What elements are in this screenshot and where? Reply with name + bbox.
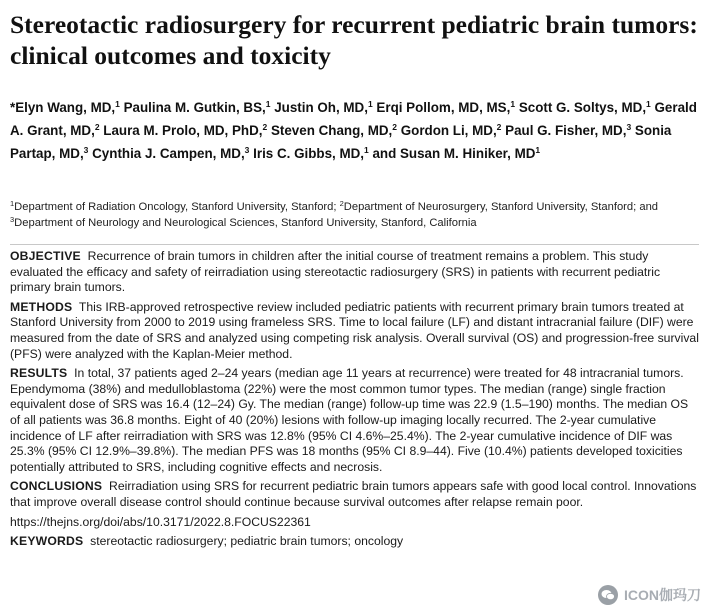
- author-affiliation-marker: 1: [265, 99, 271, 109]
- conclusions-paragraph: [10, 479, 699, 510]
- author-name: *Elyn Wang, MD,: [10, 100, 116, 115]
- author-affiliation-marker: 1: [535, 145, 541, 155]
- results-paragraph: [10, 366, 699, 475]
- divider: [10, 244, 699, 245]
- author-name: Paul G. Fisher, MD,: [505, 123, 627, 138]
- keywords-text: stereotactic radiosurgery; pediatric brain tumors; oncology: [90, 534, 404, 549]
- objective-text: Recurrence of brain tumors in children after the initial course of treatment remains a problem. This study evaluated the efficacy and safety of reirradiation using stereotactic radiosurgery (SRS) in patients with recurrent pediatric primary brain tumors.: [10, 249, 661, 295]
- author-name: Steven Chang, MD,: [270, 123, 393, 138]
- author-affiliation-marker: 1: [367, 99, 373, 109]
- keywords-paragraph: [10, 534, 699, 550]
- author-name: Gerald A. Grant, MD,: [10, 100, 697, 138]
- author-list: [10, 96, 705, 165]
- affiliation-text: Department of Neurology and Neurological Sciences, Stanford University, Stanford, California: [14, 216, 477, 229]
- author-name: Justin Oh, MD,: [274, 100, 368, 115]
- author-affiliation-marker: 3: [626, 122, 632, 132]
- affiliation-text: Department of Radiation Oncology, Stanford University, Stanford;: [14, 201, 340, 213]
- author-affiliation-marker: 1: [364, 145, 369, 155]
- article-title: Stereotactic radiosurgery for recurrent pediatric brain tumors: clinical outcomes and toxicity: [10, 10, 698, 70]
- affiliation-marker: 1: [10, 199, 15, 208]
- author-name: Sonia Partap, MD,: [10, 123, 672, 161]
- author-name: Laura M. Prolo, MD, PhD,: [103, 123, 263, 138]
- author-name: Iris C. Gibbs, MD,: [253, 146, 364, 161]
- affiliations: [10, 200, 705, 231]
- results-text: In total, 37 patients aged 2–24 years (median age 11 years at recurrence) were treated for 48 intracranial tumors. Ependymoma (38%) and medulloblastoma (22%) were the most common tumor types. The median (range) single fraction equivalent dose of SRS was 16.4 (12–24) Gy. The median (range) follow-up time was 22.9 (1.5–190) months. The median OS of all patients was 36.8 months. Eight of 40 (20%) lesions with follow-up imaging locally recurred. The 2-year cumulative incidence of LF after reirradiation with SRS was 12.8% (95% CI 4.6%–25.4%). The 2-year cumulative incidence of DIF was 25.3% (95% CI 12.9%–39.8%). The median PFS was 18 months (95% CI 8.9–44). Five (10.4%) patients developed toxicities potentially attributed to SRS, including cognitive effects and necrosis.: [10, 366, 689, 474]
- doi-link[interactable]: https://thejns.org/doi/abs/10.3171/2022.8.FOCUS22361: [10, 514, 311, 529]
- author-name: Cynthia J. Campen, MD,: [92, 146, 245, 161]
- author-name: and Susan M. Hiniker, MD: [372, 146, 536, 161]
- methods-text: This IRB-approved retrospective review included pediatric patients with recurrent primary brain tumors treated at Stanford University from 2000 to 2019 using frameless SRS. Time to local failure (LF) and distant intracranial failure (DIF) were measured from the date of SRS and analyzed using competing risk analysis. Overall survival (OS) and progression-free survival (PFS) were analyzed with the Kaplan-Meier method.: [10, 299, 699, 361]
- objective-paragraph: [10, 249, 699, 296]
- watermark: [598, 584, 701, 606]
- author-affiliation-marker: 2: [262, 122, 268, 132]
- affiliation-text: Department of Neurosurgery, Stanford University, Stanford; and: [343, 201, 659, 213]
- author-affiliation-marker: 3: [244, 145, 250, 155]
- watermark-text: ICON伽玛刀: [624, 587, 701, 603]
- wechat-icon: [598, 585, 618, 605]
- affiliation-marker: 2: [339, 199, 344, 208]
- abstract: [10, 249, 699, 554]
- objective-heading: OBJECTIVE: [10, 249, 81, 263]
- keywords-heading: KEYWORDS: [10, 534, 84, 549]
- author-affiliation-marker: 2: [496, 122, 502, 132]
- methods-heading: METHODS: [10, 299, 73, 314]
- author-affiliation-marker: 1: [646, 99, 651, 109]
- conclusions-heading: CONCLUSIONS: [10, 479, 103, 494]
- author-name: Paulina M. Gutkin, BS,: [123, 100, 266, 115]
- author-name: Scott G. Soltys, MD,: [518, 100, 647, 115]
- author-affiliation-marker: 1: [115, 99, 120, 109]
- author-affiliation-marker: 2: [392, 122, 397, 132]
- author-affiliation-marker: 3: [83, 145, 89, 155]
- author-affiliation-marker: 1: [510, 99, 516, 109]
- conclusions-text: Reirradiation using SRS for recurrent pediatric brain tumors appears safe with good local control. Innovations that improve overall disease control should continue because survival outcomes after relapse remain poor.: [10, 479, 697, 509]
- affiliation-marker: 3: [10, 214, 15, 224]
- results-heading: RESULTS: [10, 366, 68, 381]
- methods-paragraph: [10, 300, 699, 362]
- author-name: Gordon Li, MD,: [400, 123, 497, 138]
- author-name: Erqi Pollom, MD, MS,: [376, 100, 511, 115]
- author-affiliation-marker: 2: [94, 122, 100, 132]
